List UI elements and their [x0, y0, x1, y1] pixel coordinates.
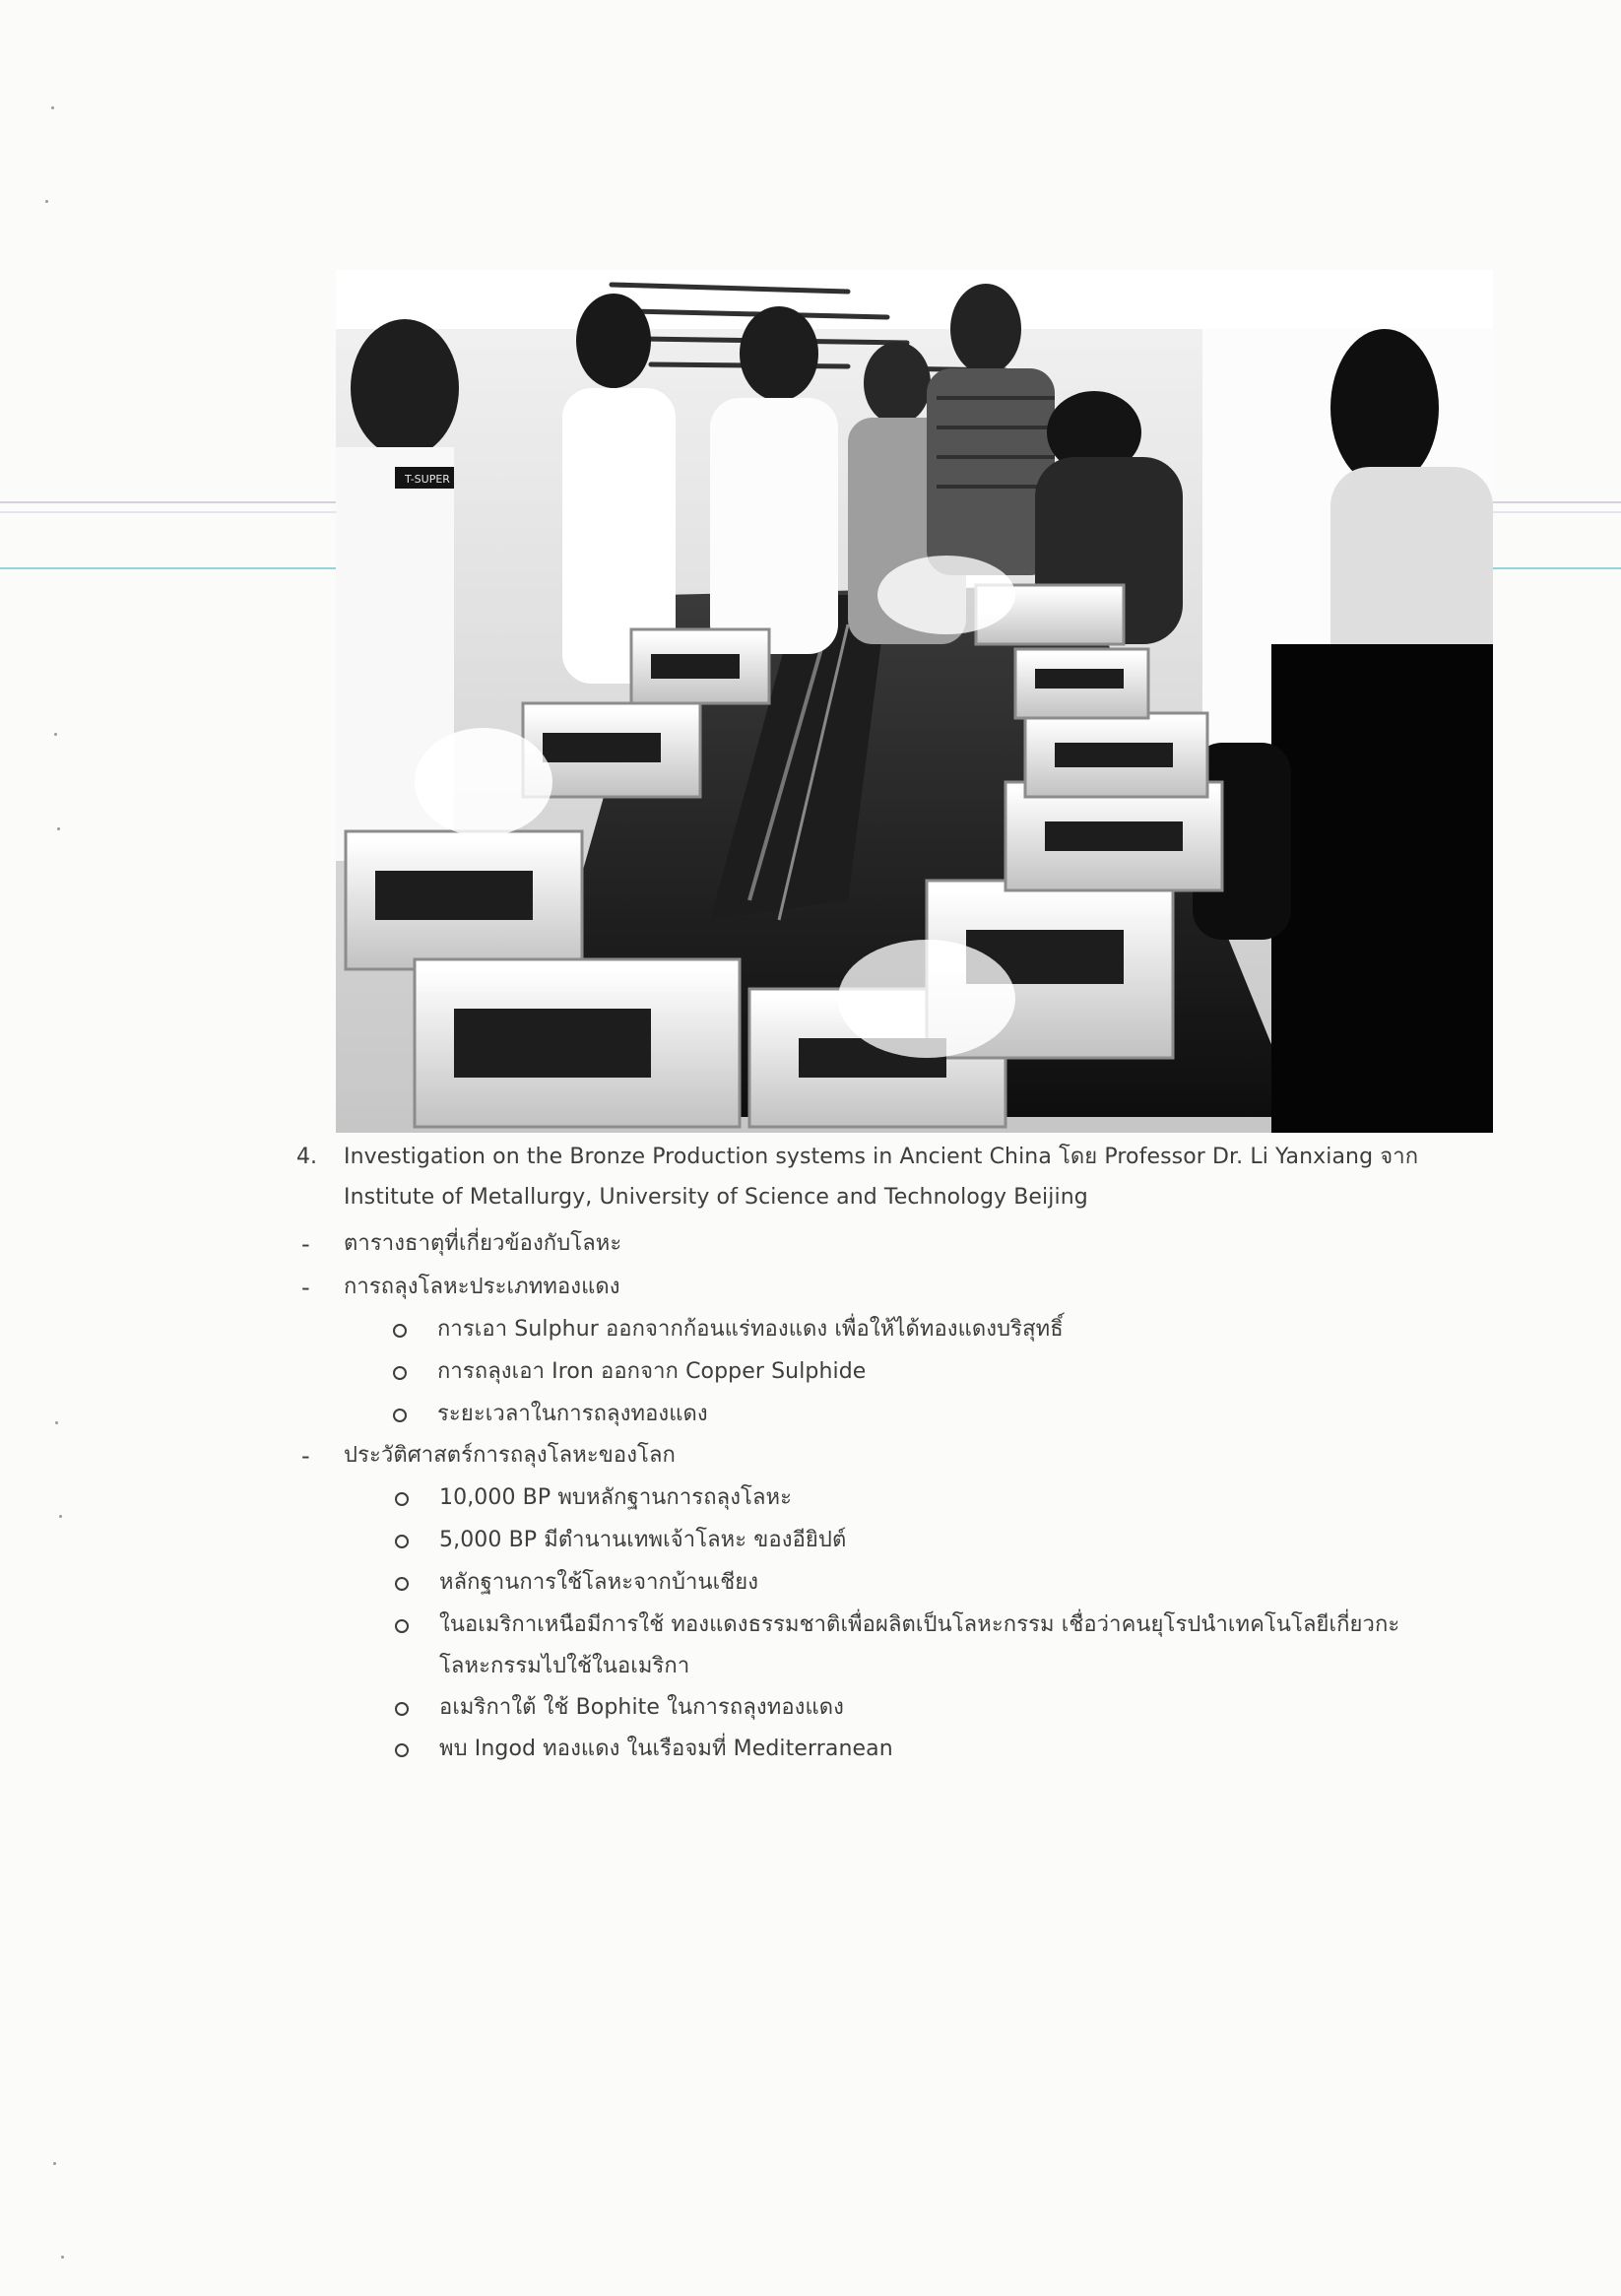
sub-bullet-circle — [393, 1366, 407, 1380]
item-title-line-1: Investigation on the Bronze Production systems in Ancient China โดย Professor Dr. Li Yanxiang จาก — [344, 1145, 1419, 1169]
sub-bullet-circle — [395, 1492, 409, 1506]
scan-speck — [51, 106, 54, 109]
sub-history-item-continued: โลหะกรรมไปใช้ในอเมริกา — [439, 1654, 690, 1678]
sub-copper-item: ระยะเวลาในการถลุงทองแดง — [437, 1402, 708, 1426]
scan-speck — [54, 733, 57, 736]
scan-speck — [57, 827, 60, 830]
item-title-line-2: Institute of Metallurgy, University of Science and Technology Beijing — [344, 1185, 1088, 1210]
scan-speck — [61, 2256, 64, 2259]
item-number: 4. — [296, 1145, 317, 1169]
scan-speck — [55, 1421, 58, 1424]
bullet-dash: - — [301, 1442, 310, 1470]
scan-speck — [59, 1515, 62, 1518]
bullet-periodic-table: ตารางธาตุที่เกี่ยวข้องกับโลหะ — [344, 1231, 622, 1256]
sub-bullet-circle — [395, 1619, 409, 1633]
bullet-dash: - — [301, 1230, 310, 1258]
shirt-text: T-SUPER — [405, 473, 450, 486]
workshop-photo — [336, 270, 1493, 1133]
sub-history-item: ในอเมริกาเหนือมีการใช้ ทองแดงธรรมชาติเพื่อผลิตเป็นโลหะกรรม เชื่อว่าคนยุโรปนำเทคโนโลยีเกี่ยวกะ — [439, 1612, 1400, 1637]
sub-bullet-circle — [395, 1535, 409, 1548]
sub-copper-item: การเอา Sulphur ออกจากก้อนแร่ทองแดง เพื่อให้ได้ทองแดงบริสุทธิ์ — [437, 1317, 1064, 1342]
sub-copper-item: การถลุงเอา Iron ออกจาก Copper Sulphide — [437, 1359, 867, 1384]
sub-bullet-circle — [393, 1324, 407, 1338]
sub-history-item: พบ Ingod ทองแดง ในเรือจมที่ Mediterranean — [439, 1737, 893, 1761]
bullet-copper-smelting: การถลุงโลหะประเภททองแดง — [344, 1275, 620, 1299]
sub-history-item: 10,000 BP พบหลักฐานการถลุงโลหะ — [439, 1485, 793, 1510]
sub-bullet-circle — [395, 1577, 409, 1591]
sub-history-item: หลักฐานการใช้โลหะจากบ้านเชียง — [439, 1570, 759, 1595]
bullet-dash: - — [301, 1274, 310, 1301]
sub-history-item: 5,000 BP มีตำนานเทพเจ้าโลหะ ของอียิปต์ — [439, 1528, 847, 1552]
sub-bullet-circle — [395, 1743, 409, 1757]
scan-speck — [45, 200, 48, 203]
sub-bullet-circle — [395, 1702, 409, 1716]
scan-speck — [53, 2162, 56, 2165]
sub-history-item: อเมริกาใต้ ใช้ Bophite ในการถลุงทองแดง — [439, 1695, 845, 1720]
bullet-history: ประวัติศาสตร์การถลุงโลหะของโลก — [344, 1443, 676, 1468]
sub-bullet-circle — [393, 1409, 407, 1422]
